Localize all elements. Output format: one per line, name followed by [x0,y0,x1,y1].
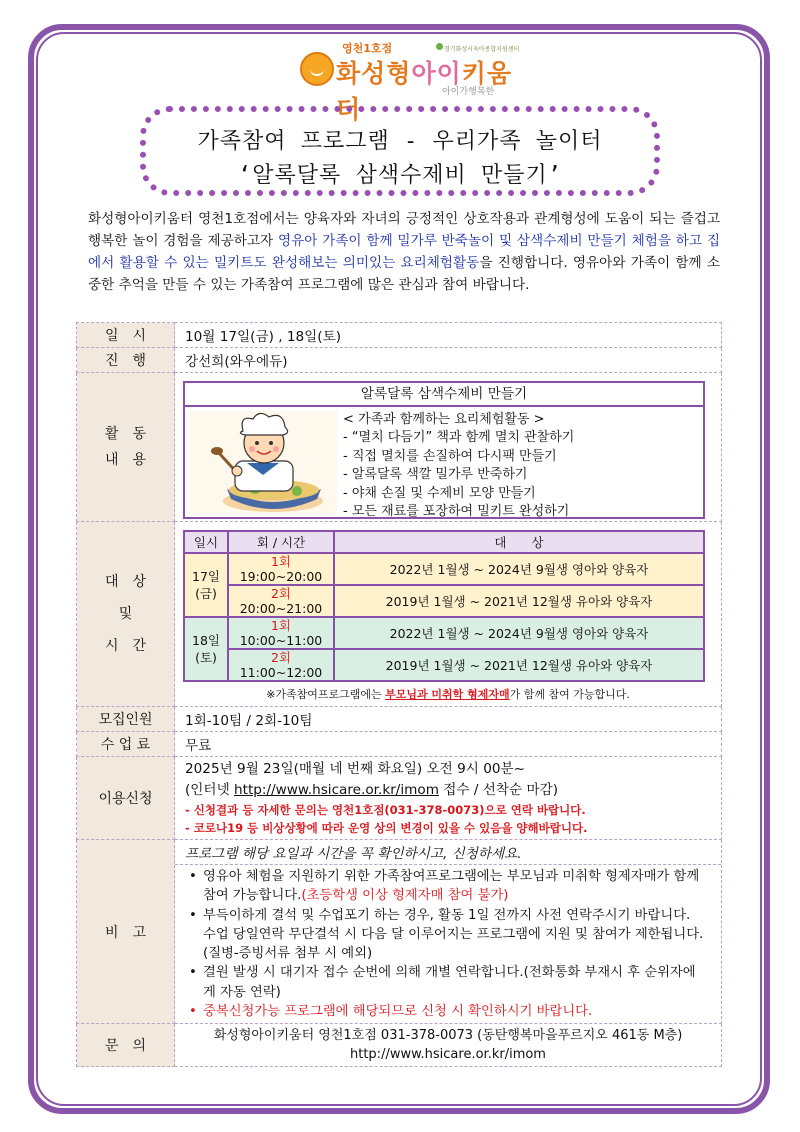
org-logo-icon [436,43,443,50]
target-cell: 2019년 1월생 ~ 2021년 12월생 유아와 양육자 [334,649,704,681]
host-value: 강선희(와우에듀) [175,348,722,373]
row-label: 수 업 료 [77,732,175,757]
list-item: • 영유아 체험을 지원하기 위한 가족참여프로그램에는 부모님과 미취학 형제자매가 함께 참여 가능합니다.(초등학생 이상 형제자매 참여 불가) [203,867,707,906]
schedule-cell [175,522,722,707]
schedule-header [184,531,704,553]
target-cell: 2019년 1월생 ~ 2021년 12월생 유아와 양육자 [334,585,704,617]
activity-list [343,411,574,521]
table-row [184,649,704,681]
row-label: 이용신청 [77,757,175,840]
remark-cell [175,840,722,1024]
list-item: < 가족과 함께하는 요리체험활동 > [343,412,545,427]
list-item: - 모든 재료를 포장하여 밀키트 완성하기 [343,504,570,520]
remark-list [175,865,721,1023]
list-item: - 야채 손질 및 수제비 모양 만들기 [343,485,536,501]
session-cell: 2회 11:00~12:00 [228,649,334,681]
day-cell: 17일 (금) [184,553,228,617]
day-cell: 18일 (토) [184,617,228,681]
list-item: - “멸치 다듬기” 책과 함께 멸치 관찰하기 [343,430,575,446]
schedule-table [183,530,705,682]
table-row [184,553,704,585]
session-cell: 1회 10:00~11:00 [228,617,334,649]
row-label: 모집인원 [77,707,175,732]
page-subtitle: ‘알록달록 삼색수제비 만들기’ [237,163,562,188]
logo-tagline: 아이가행복한 [442,87,495,97]
list-item: - 알록달록 색깔 밀가루 반죽하기 [343,467,528,483]
contact-cell [175,1024,722,1067]
row-label: 대 상 및 시 간 [77,522,175,707]
apply-cell [175,757,722,840]
session-cell: 1회 19:00~20:00 [228,553,334,585]
schedule-note: ※가족참여프로그램에는 부모님과 미취학 형제자매가 함께 참여 가능합니다. [266,688,630,701]
intro-paragraph: 화성형아이키움터 영천1호점에서는 양육자와 자녀의 긍정적인 상호작용과 관계형성에 도움이 되는 즐겁고 행복한 놀이 경험을 제공하고자 영유아 가족이 함께 밀가루 반죽놀이 및 삼색수제비 만들기 체험을 하고 집에서 활용할 수 있는 밀키트도 완성해보는 의미있는 요리체험활동을 진행합니다. 영유아와 가족이 함께 소중한 추억을 만들 수 있는 가족참여 프로그램에 많은 관심과 참여 바랍니다. [88,211,720,293]
list-item: • 부득이하게 결석 및 수업포기 하는 경우, 활동 1일 전까지 사전 연락주시기 바랍니다. 수업 당일연락 무단결석 시 다음 달 이루어지는 프로그램에 지원 및 참여가 제한됩니다.(질병-증빙서류 첨부 시 예외) [203,906,707,964]
activity-cell [175,373,722,522]
table-row [184,617,704,649]
table-row-apply [77,757,722,840]
table-row-target [77,522,722,707]
table-row-fee [77,732,722,757]
target-cell: 2022년 1월생 ~ 2024년 9월생 영아와 양육자 [334,553,704,585]
table-row [184,585,704,617]
capacity-value: 1회-10팀 / 2회-10팀 [175,707,722,732]
apply-link[interactable]: http://www.hsicare.or.kr/imom [234,782,439,798]
table-row-date [77,323,722,348]
remark-italic: 프로그램 해당 요일과 시간을 꼭 확인하시고, 신청하세요. [175,840,721,865]
list-item: • 결원 발생 시 대기자 접수 순번에 의해 개별 연락합니다.(전화통화 부재시 후 순위자에게 자동 연락) [203,963,707,1002]
row-label: 문 의 [77,1024,175,1067]
org-name: 경기화성시육아종합지원센터 [444,46,520,53]
target-cell: 2022년 1월생 ~ 2024년 9월생 영아와 양육자 [334,617,704,649]
apply-line1: 2025년 9월 23일(매월 네 번째 화요일) 오전 9시 00분~ [185,761,526,777]
date-value: 10월 17일(금) , 18일(토) [175,323,722,348]
column-header: 대 상 [334,531,704,553]
activity-title: 알록달록 삼색수제비 만들기 [185,383,703,407]
page-title: 가족참여 프로그램 - 우리가족 놀이터 [197,129,603,154]
logo-title: 화성형아이키움터 [336,59,513,124]
contact-line: 화성형아이키움터 영천1호점 031-378-0073 (동탄행복마을푸르지오 461동 M층) [213,1028,683,1044]
row-label: 비 고 [77,840,175,1024]
column-header: 회 / 시간 [228,531,334,553]
row-label: 진 행 [77,348,175,373]
title-box [140,106,660,196]
table-row-capacity [77,707,722,732]
activity-box [183,381,705,519]
apply-notice: - 코로나19 등 비상상황에 따라 운영 상의 변경이 있을 수 있음을 양해바랍니다. [185,821,588,835]
list-item: - 직접 멸치를 손질하여 다시팩 만들기 [343,448,557,464]
row-label: 일 시 [77,323,175,348]
table-row-remark [77,840,722,1024]
row-label: 활 동 내 용 [77,373,175,522]
session-cell: 2회 20:00~21:00 [228,585,334,617]
logo-branch: 영천1호점 [342,42,393,55]
column-header: 일시 [184,531,228,553]
contact-link[interactable]: http://www.hsicare.or.kr/imom [350,1047,546,1063]
chef-illustration [189,411,337,515]
apply-line2: (인터넷 http://www.hsicare.or.kr/imom 접수 / 선착순 마감) [185,782,559,798]
info-table [76,322,722,1067]
table-row-activity [77,373,722,522]
smile-logo-icon [300,52,334,86]
apply-notice: - 신청결과 등 자세한 문의는 영천1호점(031-378-0073)으로 연락 바랍니다. [185,803,586,817]
fee-value: 무료 [175,732,722,757]
table-row-host [77,348,722,373]
table-row-contact [77,1024,722,1067]
list-item: • 중복신청가능 프로그램에 해당되므로 신청 시 확인하시기 바랍니다. [203,1002,707,1021]
